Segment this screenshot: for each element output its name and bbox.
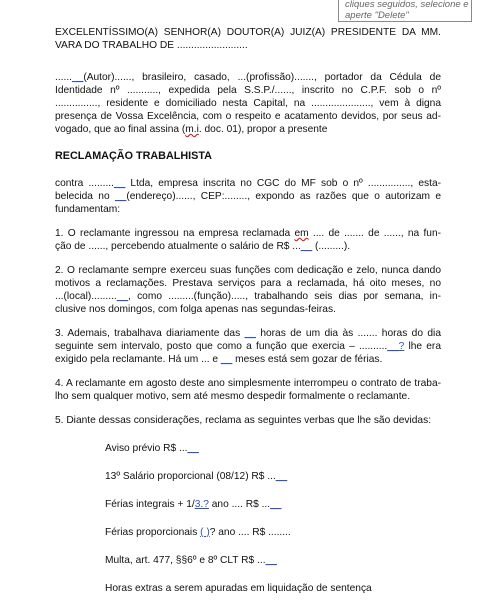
contra-line-2 (55, 190, 441, 203)
item-13-salario (55, 470, 441, 483)
p3-l2a: seguinte sem intervalo, posto que como a função que exercia – .......... (55, 341, 388, 352)
p3-l3b: meses está sem gozar de férias. (232, 354, 383, 365)
p1-l2b: (.........). (312, 241, 351, 252)
p4-line-2: lho sem qualquer motivo, sem até mesmo despedir formalmente o reclamante. (55, 391, 411, 402)
item-3-pre: Férias proporcionais (105, 527, 201, 538)
local-field[interactable]: __ (116, 291, 129, 302)
item-1-field[interactable]: __ (275, 471, 288, 482)
p3-line-3 (55, 353, 441, 366)
p1-line-2 (55, 240, 441, 253)
p2-line-1: 2. O reclamante sempre exerceu suas funções com dedicação e zelo, nunca dando (55, 265, 441, 276)
item-5-pre: Horas extras a serem apuradas em liquidação de sentença (105, 583, 372, 594)
intro-l1a: ...... (55, 72, 72, 83)
contra-l2a: belecida no (55, 191, 115, 202)
spell-flag: m.i (185, 124, 199, 135)
item-horas-extras (55, 582, 441, 595)
contra-line-1 (55, 177, 441, 190)
p3-line-1 (55, 327, 441, 340)
p3-l1a: 3. Ademais, trabalhava diariamente das (55, 328, 245, 339)
tooltip-note (338, 0, 472, 22)
contra-line-3: fundamentam: (55, 204, 121, 215)
item-1-pre: 13º Salário proporcional (08/12) R$ ... (105, 471, 276, 482)
p3-l3a: exigido pela reclamante. Há um ... e (55, 354, 221, 365)
paragraph-3 (55, 327, 441, 366)
contra-l1a: contra ......... (55, 178, 114, 189)
document-title: RECLAMAÇÃO TRABALHISTA (55, 150, 212, 162)
address-field[interactable]: __ (115, 191, 127, 202)
header-line-2: VARA DO TRABALHO DE ......................... (55, 40, 248, 51)
author-field[interactable]: __ (71, 72, 84, 83)
item-3-field[interactable]: ( ) (200, 527, 210, 538)
p2-line-3 (55, 290, 441, 303)
p3-l1b: horas de um dia às ....... horas do dia (255, 328, 441, 339)
p2-l3a: ...(local)......... (55, 291, 117, 302)
item-0-pre: Aviso prévio R$ ... (105, 443, 188, 454)
item-2-pre: Férias integrais + 1/ (105, 499, 195, 510)
p1-l2a: ção de ......, percebendo atualmente o salário de R$ ... (55, 241, 301, 252)
contra-l1b: Ltda, empresa inscrita no CGC do MF sob o nº ..............., esta- (125, 178, 441, 189)
intro-line-2: Identidade nº ..........., expedida pela S.S.P./......, inscrito no C.P.F. sob o nº (55, 85, 441, 96)
p3-line-2 (55, 340, 441, 353)
paragraph-2 (55, 264, 441, 316)
paragraph-4 (55, 377, 441, 403)
p2-l3b: , como .........(função)....., trabalhando seis dias por semana, in- (128, 291, 441, 302)
p2-line-2: motivos a reclamações. Prestava serviços para a reclamada, há oito meses, no (55, 278, 441, 289)
item-aviso-previo (55, 442, 441, 455)
intro-paragraph (55, 71, 441, 136)
p5-line-1: 5. Diante dessas considerações, reclama as seguintes verbas que lhe são devidas: (55, 415, 432, 426)
intro-l5a: vogado, que ao final assina ( (55, 124, 186, 135)
function-field[interactable]: __? (387, 341, 405, 352)
em-flag: em (294, 228, 309, 239)
item-2-field-2[interactable]: __ (270, 499, 282, 510)
p1-line-1 (55, 227, 441, 240)
addressee-header (55, 26, 441, 52)
item-ferias-proporcionais (55, 526, 441, 539)
item-2-post: ano .... R$ ... (208, 499, 271, 510)
company-field[interactable]: __ (113, 178, 126, 189)
header-line-1: EXCELENTÍSSIMO(A) SENHOR(A) DOUTOR(A) JUIZ(A) PRESIDENTE DA MM. (55, 27, 441, 38)
p2-line-4: clusive nos domingos, com folga apenas nas segundas-feiras. (55, 304, 336, 315)
intro-l1b: (Autor)......, brasileiro, casado, ...(profissão)......., portador da Cédula de (83, 72, 441, 83)
p1-l1a: 1. O reclamante ingressou na empresa reclamada (55, 228, 295, 239)
item-3-post: ? ano .... R$ ........ (209, 527, 291, 538)
intro-l5b: . doc. 01), propor a presente (198, 124, 328, 135)
paragraph-1 (55, 227, 441, 253)
contra-l2b: (endereço)......, CEP:........, expondo as razões que o autorizam e (126, 191, 441, 202)
paragraph-5 (55, 414, 441, 427)
intro-line-1 (55, 71, 441, 84)
item-4-field[interactable]: __ (265, 555, 277, 566)
intro-line-5 (55, 123, 441, 136)
intro-line-4: presença de Vossa Excelência, com o respeito e acatamento devidos, por seus ad- (55, 111, 441, 122)
contra-paragraph (55, 177, 441, 216)
p1-l1b: .... de ....... de ......, na fun- (308, 228, 441, 239)
salary-field[interactable]: __ (300, 241, 313, 252)
intro-line-3: ..............., residente e domiciliado nesta Capital, na ....................., vem à digna (55, 98, 441, 109)
tooltip-line-1: cliques seguidos, selecione e (345, 0, 469, 10)
item-ferias-integrais (55, 498, 441, 511)
document-body (55, 26, 441, 595)
item-2-field[interactable]: 3.? (194, 499, 209, 510)
item-4-pre: Multa, art. 477, §§6º e 8º CLT R$ ... (105, 555, 266, 566)
p3-l2b: lhe era (404, 341, 441, 352)
tooltip-line-2: aperte "Delete" (345, 10, 409, 21)
item-multa (55, 554, 441, 567)
hours-field[interactable]: __ (244, 328, 256, 339)
item-0-field[interactable]: __ (187, 443, 199, 454)
p4-line-1: 4. A reclamante em agosto deste ano simplesmente interrompeu o contrato de traba- (55, 378, 441, 389)
months-field[interactable]: __ (220, 354, 233, 365)
